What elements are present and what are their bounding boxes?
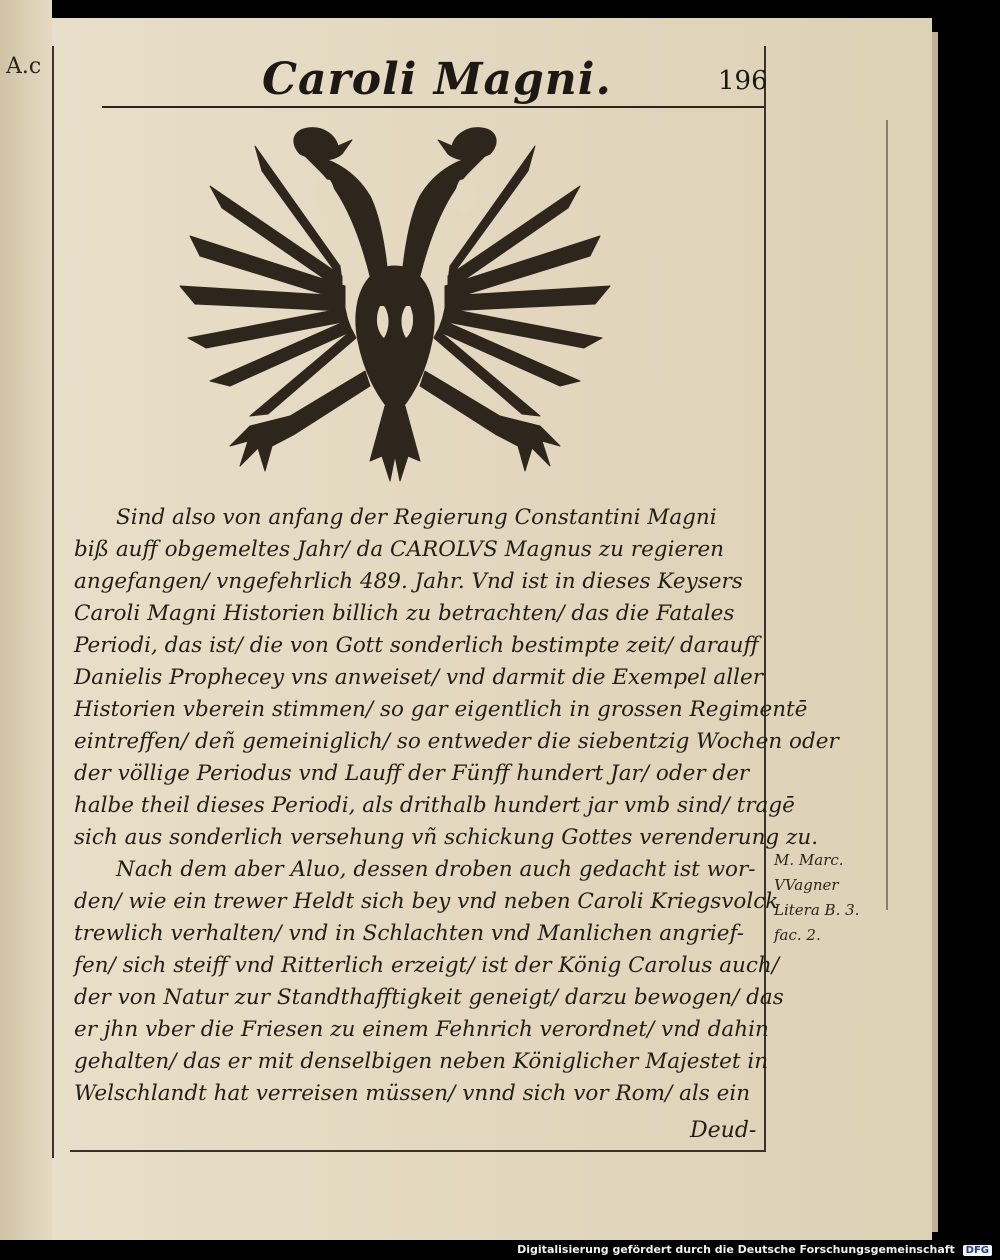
text-line: der völlige Periodus vnd Lauff der Fünff hundert Jar/ oder der	[74, 761, 750, 786]
margin-rule	[886, 120, 888, 910]
text-line: eintreffen/ deñ gemeiniglich/ so entweder die siebentzig Wochen oder	[74, 729, 839, 754]
text-line: trewlich verhalten/ vnd in Schlachten vnd Manlichen angrief-	[74, 921, 744, 946]
page-title: Caroli Magni.	[262, 54, 612, 105]
text-line: Sind also von anfang der Regierung Constantini Magni	[116, 505, 717, 530]
text-line: gehalten/ das er mit denselbigen neben Königlicher Majestet in	[74, 1049, 769, 1074]
marginal-note-line: Litera B. 3.	[774, 901, 860, 919]
footer-credit-text: Digitalisierung gefördert durch die Deutsche Forschungsgemeinschaft	[517, 1243, 955, 1256]
page-edge	[932, 32, 938, 1232]
text-line: Periodi, das ist/ die von Gott sonderlich bestimpte zeit/ darauff	[74, 633, 759, 658]
gutter-label: A.c	[6, 54, 42, 79]
double-headed-eagle-icon	[170, 116, 620, 496]
marginal-note-line: M. Marc.	[774, 851, 844, 869]
text-line: der von Natur zur Standthafftigkeit geneigt/ darzu bewogen/ das	[74, 985, 784, 1010]
catchword: Deud-	[690, 1118, 757, 1143]
text-line: er jhn vber die Friesen zu einem Fehnrich verordnet/ vnd dahin	[74, 1017, 769, 1042]
page-gutter	[0, 0, 52, 1260]
page-number: 196	[718, 66, 768, 96]
marginal-note-line: VVagner	[774, 876, 839, 894]
frame-left-rule	[52, 46, 54, 1158]
marginal-note-line: fac. 2.	[774, 926, 821, 944]
title-rule	[102, 106, 764, 108]
marginal-note	[774, 848, 890, 948]
text-line: Nach dem aber Aluo, dessen droben auch gedacht ist wor-	[116, 857, 756, 882]
text-line: Danielis Prophecey vns anweiset/ vnd darmit die Exempel aller	[74, 665, 763, 690]
text-line: halbe theil dieses Periodi, als drithalb hundert jar vmb sind/ tragē	[74, 793, 795, 818]
text-line: den/ wie ein trewer Heldt sich bey vnd neben Caroli Kriegsvolck	[74, 889, 779, 914]
text-line: Welschlandt hat verreisen müssen/ vnnd sich vor Rom/ als ein	[74, 1081, 751, 1106]
text-line: angefangen/ vngefehrlich 489. Jahr. Vnd ist in dieses Keysers	[74, 569, 743, 594]
frame-bottom-rule	[70, 1150, 766, 1152]
text-line: sich aus sonderlich versehung vñ schickung Gottes verenderung zu.	[74, 825, 819, 850]
footer-credit	[517, 1243, 992, 1256]
text-line: Historien vberein stimmen/ so gar eigentlich in grossen Regimentē	[74, 697, 808, 722]
text-line: fen/ sich steiff vnd Ritterlich erzeigt/ ist der König Carolus auch/	[74, 953, 780, 978]
dfg-logo: DFG	[963, 1245, 992, 1256]
text-line: Caroli Magni Historien billich zu betrachten/ das die Fatales	[74, 601, 735, 626]
text-line: biß auff obgemeltes Jahr/ da CAROLVS Magnus zu regieren	[74, 537, 725, 562]
